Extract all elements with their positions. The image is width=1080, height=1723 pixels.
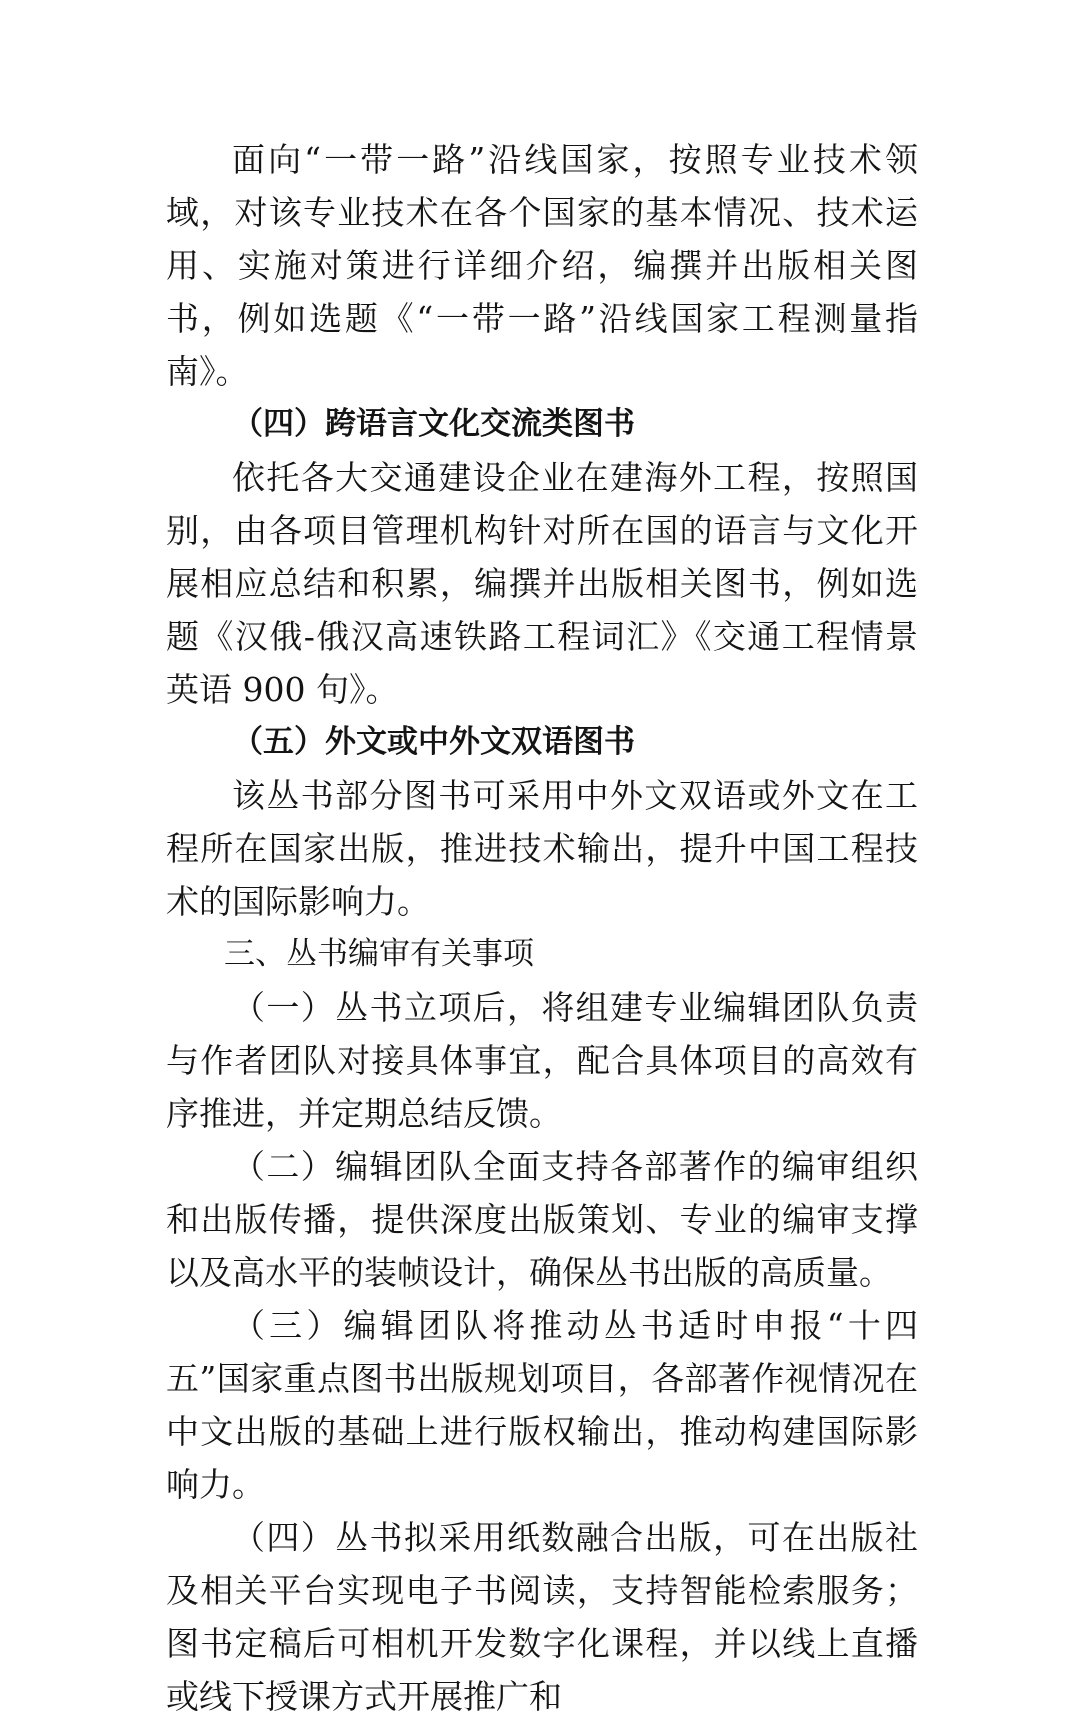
paragraph-bilingual-books: 该丛书部分图书可采用中外文双语或外文在工程所在国家出版，推进技术输出，提升中国工程技术的国际影响力。 bbox=[166, 776, 918, 921]
paragraph-belt-road-guides: 面向“一带一路”沿线国家，按照专业技术领域，对该专业技术在各个国家的基本情况、技术运用、实施对策进行详细介绍，编撰并出版相关图书，例如选题《“一带一路”沿线国家工程测量指南》。 bbox=[166, 140, 918, 391]
section-heading-review-matters: 三、丛书编审有关事项 bbox=[224, 936, 534, 972]
review-item-1: （一）丛书立项后，将组建专业编辑团队负责与作者团队对接具体事宜，配合具体项目的高效有序推进，并定期总结反馈。 bbox=[166, 988, 918, 1133]
heading-bilingual-books: （五）外文或中外文双语图书 bbox=[232, 724, 635, 760]
heading-cross-language-books: （四）跨语言文化交流类图书 bbox=[232, 406, 635, 442]
review-item-2: （二）编辑团队全面支持各部著作的编审组织和出版传播，提供深度出版策划、专业的编审支撑以及高水平的装帧设计，确保丛书出版的高质量。 bbox=[166, 1147, 918, 1292]
review-item-3: （三）编辑团队将推动丛书适时申报“十四五”国家重点图书出版规划项目，各部著作视情况在中文出版的基础上进行版权输出，推动构建国际影响力。 bbox=[166, 1306, 918, 1504]
paragraph-cross-language-books: 依托各大交通建设企业在建海外工程，按照国别，由各项目管理机构针对所在国的语言与文化开展相应总结和积累，编撰并出版相关图书，例如选题《汉俄-俄汉高速铁路工程词汇》《交通工程情景英语 900 句》。 bbox=[166, 458, 918, 709]
document-body bbox=[166, 133, 918, 1723]
review-item-4: （四）丛书拟采用纸数融合出版，可在出版社及相关平台实现电子书阅读，支持智能检索服务；图书定稿后可相机开发数字化课程，并以线上直播或线下授课方式开展推广和 bbox=[166, 1518, 918, 1716]
